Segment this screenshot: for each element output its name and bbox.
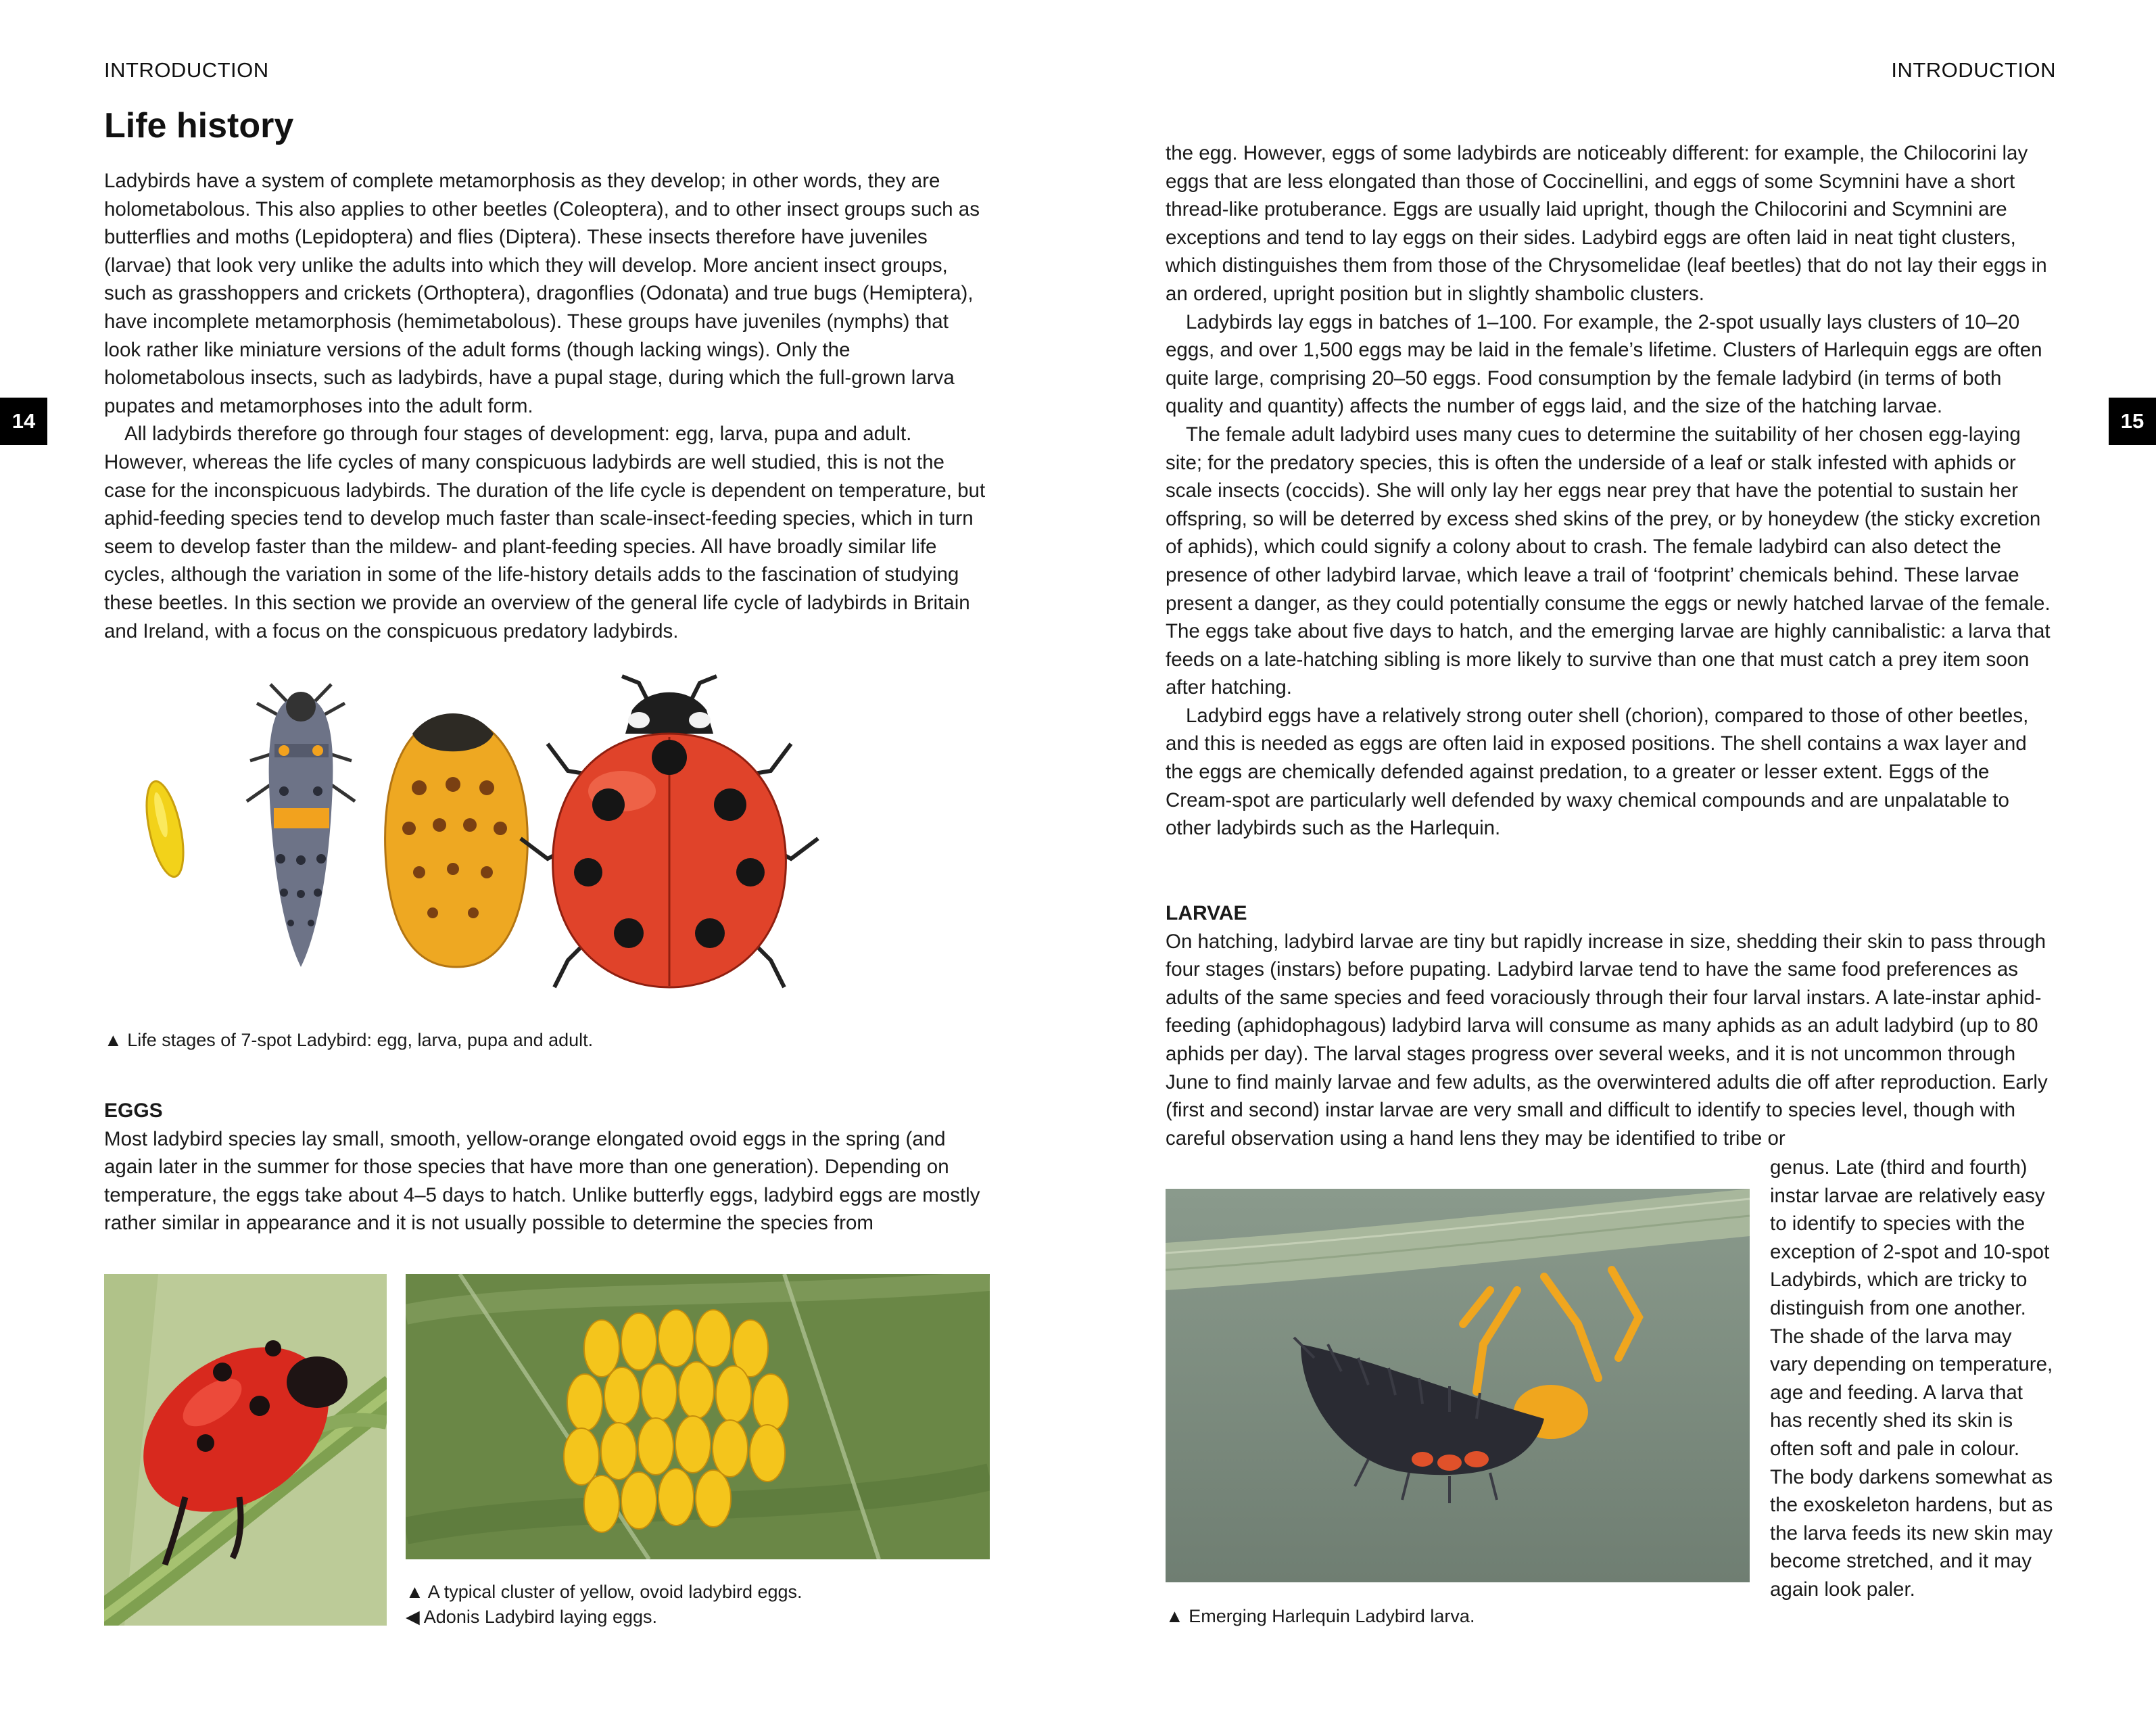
running-head-left: INTRODUCTION (104, 58, 269, 82)
larvae-side-paragraph: genus. Late (third and fourth) instar larvae are relatively easy to identify to species with the exception of 2-spot and 10-spot Ladybirds, which are tricky to distinguish from one another. The shade of the larva may vary depending on temperature, age and feeding. A larva that has recently shed its skin is often soft and pale in colour. The body darkens somewhat as the exoskeleton hardens, but as the larva feeds its new skin may become stretched, and it may again look paler. (1770, 1156, 2053, 1601)
adonis-caption: ◀ Adonis Ladybird laying eggs. (406, 1607, 658, 1627)
egg-illustration (140, 778, 191, 880)
larvae-paragraph: On hatching, ladybird larvae are tiny but rapidly increase in size, shedding their skin to pass through four stages (instars) before pupating. Ladybird larvae tend to have the same food preferences as adults of the same species and feed voraciously through their four larval instars. A late-instar aphid-feeding (aphidophagous) ladybird larva will consume as many aphids as an adult ladybird (up to 80 aphids per day). The larval stages progress over several weeks, and it is not uncommon through June to find mainly larvae and few adults, as the overwintered adults die off after reproduction. Early (first and second) instar larvae are very small and difficult to identify to species level, though with careful observation using a hand lens they may be identified to tribe or (1166, 930, 2048, 1150)
running-head-right: INTRODUCTION (1891, 58, 2056, 82)
page-number-right: 15 (2109, 398, 2156, 445)
larvae-section (1166, 899, 2053, 1152)
eggs-paragraph: Most ladybird species lay small, smooth, yellow-orange elongated ovoid eggs in the spring (and again later in the summer for those species that have more than one generation). Depending on temperature, the eggs take about 4–5 days to hatch. Unlike butterfly eggs, ladybird eggs are mostly rather similar in appearance and it is not usually possible to determine the species from (104, 1127, 980, 1235)
egg-cluster-caption: ▲ A typical cluster of yellow, ovoid ladybird eggs. (406, 1582, 802, 1602)
eggs-heading: EGGS (104, 1100, 163, 1122)
harlequin-larva-photo (1166, 1189, 1750, 1582)
larvae-heading: LARVAE (1166, 902, 1247, 924)
egg-cluster-photo (406, 1274, 990, 1559)
larvae-side-text (1770, 1154, 2054, 1604)
adonis-ladybird-photo (104, 1274, 387, 1626)
right-text (1166, 139, 2053, 843)
right-paragraph: Ladybird eggs have a relatively strong outer shell (chorion), compared to those of other beetles, and this is needed as eggs are often laid in exposed positions. The shell contains a wax layer and the eggs are chemically defended against predation, to a greater or lesser extent. Eggs of the Cream-spot are particularly well defended by waxy chemical compounds and are unpalatable to other ladybirds such as the Harlequin. (1166, 704, 2029, 840)
right-paragraph: the egg. However, eggs of some ladybirds are noticeably different: for example, the Chilocorini lay eggs that are less elongated than those of Coccinellini, and eggs of some Scymnini have a short thread-like protuberance. Eggs are usually laid upright, though the Chilocorini and Scymnini are exceptions and tend to lay eggs on their sides. Ladybird eggs are often laid in neat tight clusters, which distinguishes them from those of the Chrysomelidae (leaf beetles) that do not lay their eggs in an ordered, upright position but in slightly shambolic clusters. (1166, 142, 2047, 305)
pupa-illustration (385, 713, 528, 967)
egg-photo-captions (406, 1580, 987, 1630)
lifestages-illustration (135, 669, 987, 994)
right-paragraph: Ladybirds lay eggs in batches of 1–100. For example, the 2-spot usually lays clusters of 10–20 eggs, and over 1,500 eggs may be laid in the female’s lifetime. Clusters of Harlequin eggs are often quite large, comprising 20–50 eggs. Food consumption by the female ladybird (in terms of both quality and quantity) affects the number of eggs laid, and the size of the hatching larvae. (1166, 310, 2042, 418)
intro-paragraph: All ladybirds therefore go through four stages of development: egg, larva, pupa and adult. However, whereas the life cycles of many conspicuous ladybirds are well studied, this is not the case for the inconspicuous ladybirds. The duration of the life cycle is dependent on temperature, but aphid-feeding species tend to develop much faster than scale-insect-feeding species, which in turn seem to develop faster than the mildew- and plant-feeding species. All have broadly similar life cycles, although the variation in some of the life-history details adds to the fascination of studying these beetles. In this section we provide an overview of the general life cycle of ladybirds in Britain and Ireland, with a focus on the conspicuous predatory ladybirds. (104, 423, 986, 642)
eggs-section (104, 1097, 990, 1237)
right-paragraph: The female adult ladybird uses many cues to determine the suitability of her chosen egg-laying site; for the predatory species, this is often the underside of a leaf or stalk infested with aphids or scale insects (coccids). She will only lay her eggs near prey that have the potential to sustain her offspring, so will be deterred by excess shed skins of the prey, or by honeydew (the sticky excretion of aphids), which could signify a colony about to crash. The female ladybird can also detect the presence of other ladybird larvae, which leave a trail of ‘footprint’ chemicals behind. These larvae present a danger, as they could potentially consume the eggs or newly hatched larvae of the female. The eggs take about five days to hatch, and the emerging larvae are highly cannibalistic: a larva that feeds on a late-hatching sibling is more likely to survive than one that must catch a prey item soon after hatching. (1166, 423, 2051, 699)
adult-ladybird-illustration (521, 676, 818, 987)
page-title: Life history (104, 106, 294, 145)
lifestages-caption: ▲ Life stages of 7-spot Ladybird: egg, larva, pupa and adult. (104, 1030, 594, 1050)
page-number-left: 14 (0, 398, 47, 445)
intro-text (104, 167, 990, 645)
intro-paragraph: Ladybirds have a system of complete metamorphosis as they develop; in other words, they are holometabolous. This also applies to other beetles (Coleoptera), and to other insect groups such as butterflies and moths (Lepidoptera) and flies (Diptera). These insects therefore have juveniles (larvae) that look very unlike the adults into which they will develop. More ancient insect groups, such as grasshoppers and crickets (Orthoptera), dragonflies (Odonata) and true bugs (Hemiptera), have incomplete metamorphosis (hemimetabolous). These groups have juveniles (nymphs) that look rather like miniature versions of the adult forms (though lacking wings). Only the holometabolous insects, such as ladybirds, have a pupal stage, during which the full-grown larva pupates and metamorphoses into the adult form. (104, 170, 980, 417)
larva-caption: ▲ Emerging Harlequin Ladybird larva. (1166, 1606, 1475, 1626)
